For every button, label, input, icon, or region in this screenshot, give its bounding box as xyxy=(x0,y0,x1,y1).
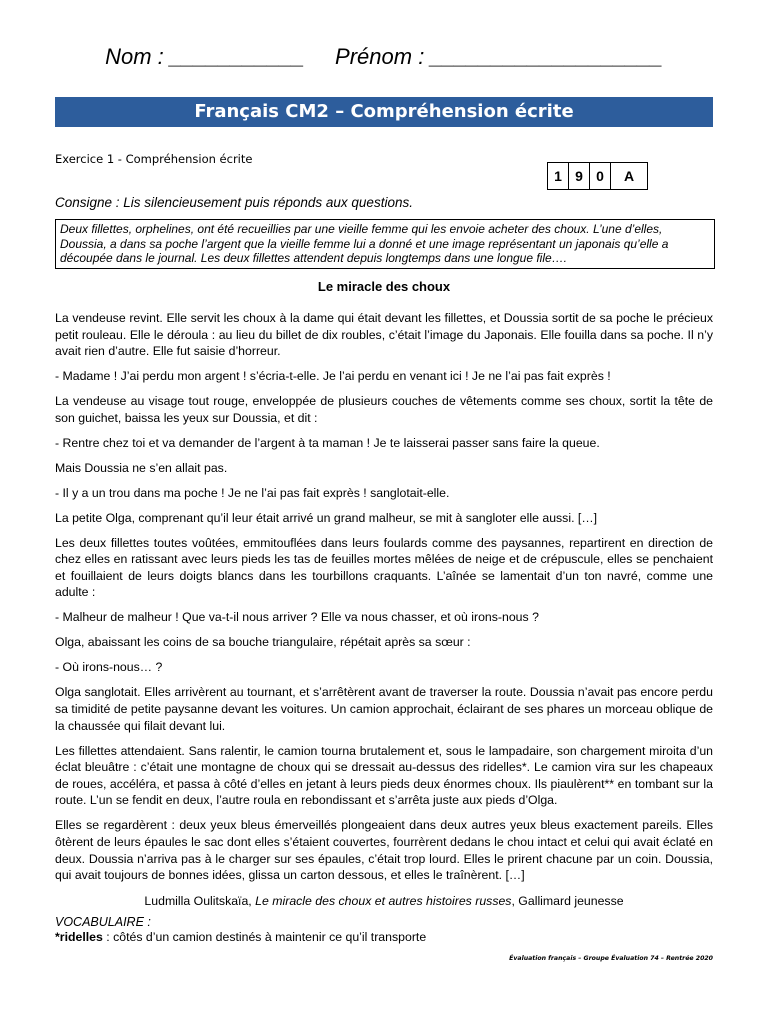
story-text xyxy=(55,310,713,892)
story-title: Le miracle des choux xyxy=(317,279,451,294)
paragraph: - Malheur de malheur ! Que va-t-il nous arriver ? Elle va nous chasser, et où irons-nous ? xyxy=(55,610,539,625)
code-boxes xyxy=(548,162,648,190)
vocabulary-term: *ridelles xyxy=(55,930,103,944)
paragraph: - Rentre chez toi et va demander de l’argent à ta maman ! Je te laisserai passer sans faire la queue. xyxy=(55,435,600,450)
citation xyxy=(0,894,768,908)
paragraph: La vendeuse revint. Elle servit les choux à la dame qui était devant les fillettes, et Doussia sortit de sa poche le précieux petit rouleau. Elle le déroula : au lieu du billet de dix roubles, c’était l’image du Japonais. Elle fouilla dans sa poche. Il n’y avait rien d’autre. Elle fut saisie d’horreur. xyxy=(55,311,713,359)
paragraph: La vendeuse au visage tout rouge, enveloppée de plusieurs couches de vêtements comme ses choux, sortit la tête de son guichet, baissa les yeux sur Doussia, et dit : xyxy=(55,394,713,425)
intro-box: Deux fillettes, orphelines, ont été recueillies par une vieille femme qui les envoie acheter des choux. L’une d’elles, Doussia, a dans sa poche l’argent que la vieille femme lui a donné et une image représentant un japonais qu’elle a découpée dans le journal. Les deux fillettes attendent depuis longtemps dans une longue file…. xyxy=(55,219,715,269)
page-title: Français CM2 – Compréhension écrite xyxy=(55,97,713,127)
code-box: 9 xyxy=(568,162,590,190)
citation-publisher: , Gallimard jeunesse xyxy=(511,894,624,908)
paragraph: Les fillettes attendaient. Sans ralentir, le camion tourna brutalement et, sous le lampadaire, son chargement miroita d’un éclat bleuâtre : c’était une montagne de choux qui se dressait au-dessus des ridelles*. Le camion vira sur les chapeaux de roues, accéléra, et passa à côté d’elles en jetant à leurs pieds deux énormes choux. Ils piaulèrent** en tombant sur la route. L’un se fendit en deux, l’autre roula en rebondissant et s’arrêta juste aux pieds d’Olga. xyxy=(55,743,713,808)
footer: Évaluation français – Groupe Évaluation 74 – Rentrée 2020 xyxy=(509,955,713,962)
citation-book: Le miracle des choux et autres histoires russes xyxy=(255,894,512,908)
vocabulary-heading: VOCABULAIRE : xyxy=(55,915,151,929)
paragraph: - Où irons-nous… ? xyxy=(55,660,163,675)
instruction: Consigne : Lis silencieusement puis réponds aux questions. xyxy=(55,195,413,210)
code-box: 0 xyxy=(589,162,611,190)
paragraph: Olga, abaissant les coins de sa bouche triangulaire, répétait après sa sœur : xyxy=(55,635,471,650)
name-line: Nom : ___________ Prénom : ___________________ xyxy=(105,44,663,69)
code-box: 1 xyxy=(547,162,569,190)
paragraph: La petite Olga, comprenant qu’il leur était arrivé un grand malheur, se mit à sangloter elle aussi. […] xyxy=(55,510,598,525)
exercise-label: Exercice 1 - Compréhension écrite xyxy=(55,152,253,166)
vocabulary-definition xyxy=(55,930,426,944)
paragraph: - Il y a un trou dans ma poche ! Je ne l’ai pas fait exprès ! sanglotait-elle. xyxy=(55,485,450,500)
citation-author: Ludmilla Oulitskaïa, xyxy=(144,894,256,908)
vocabulary-text: : côtés d’un camion destinés à maintenir ce qu’il transporte xyxy=(102,930,427,944)
paragraph: Elles se regardèrent : deux yeux bleus émerveillés plongeaient dans deux autres yeux bleus exactement pareils. Elles ôtèrent de leurs épaules le sac dont elles s’étaient couvertes, fourrèrent dedans le chou intact et celui qui avait éclaté en deux. Doussia n’arriva pas à le charger sur ses épaules, c’était trop lourd. Elles le prirent chacune par un coin. Doussia, qui avait toujours de bonnes idées, glissa un carton dessous, et elles le traînèrent. […] xyxy=(55,818,713,883)
code-box: A xyxy=(610,162,648,190)
paragraph: Olga sanglotait. Elles arrivèrent au tournant, et s’arrêtèrent avant de traverser la route. Doussia n’avait pas encore perdu sa timidité de petite paysanne devant les voitures. Un camion approchait, éclairant de ses phares un morceau oblique de la chaussée qui filait devant lui. xyxy=(55,685,713,733)
paragraph: - Madame ! J’ai perdu mon argent ! s’écria-t-elle. Je l’ai perdu en venant ici ! Je ne l’ai pas fait exprès ! xyxy=(55,369,611,384)
paragraph: Mais Doussia ne s’en allait pas. xyxy=(55,460,228,475)
paragraph: Les deux fillettes toutes voûtées, emmitouflées dans leurs foulards comme des paysannes, repartirent en direction de chez elles en ratissant avec leurs pieds les tas de feuilles mortes mêlées de neige et de crépuscule, elles se penchaient et fouillaient de leurs doigts blancs dans les tourbillons craquants. L’aînée se lamentait d’un ton navré, comme une adulte : xyxy=(55,535,713,600)
